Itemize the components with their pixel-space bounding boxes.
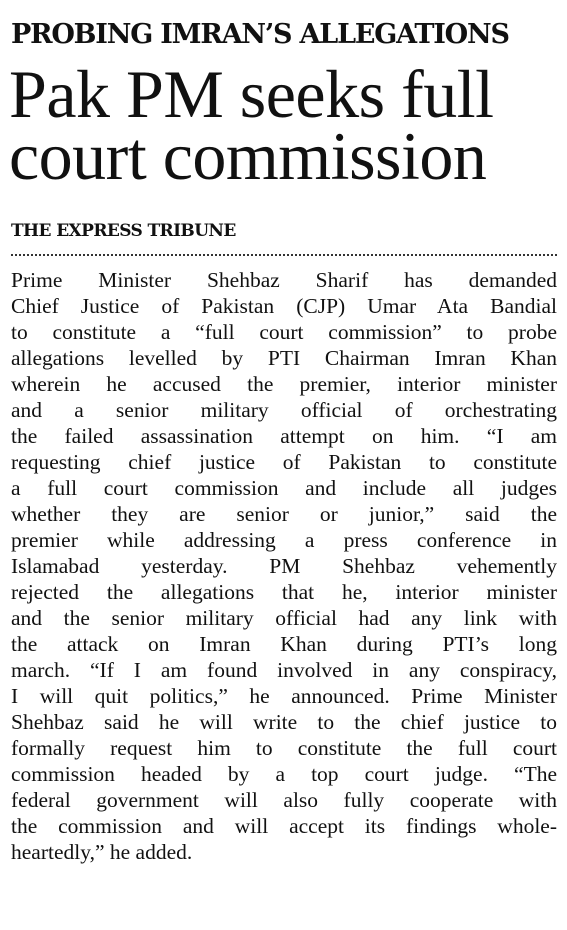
body-line: the commission and will accept its findings whole-: [11, 814, 557, 838]
source-byline: THE EXPRESS TRIBUNE: [11, 221, 236, 241]
body-line: the attack on Imran Khan during PTI’s long: [11, 632, 557, 656]
body-line: requesting chief justice of Pakistan to constitute: [11, 450, 557, 474]
body-line: to constitute a “full court commission” to probe: [11, 320, 557, 344]
body-line: whether they are senior or junior,” said the: [11, 502, 557, 526]
headline: [9, 56, 564, 194]
kicker: PROBING IMRAN’S ALLEGATIONS: [11, 19, 509, 50]
body-line: commission headed by a top court judge. “The: [11, 762, 557, 786]
body-line: Prime Minister Shehbaz Sharif has demanded: [11, 268, 557, 292]
body-line: heartedly,” he added.: [11, 840, 193, 864]
body-line: federal government will also fully cooperate with: [11, 788, 557, 812]
body-line: Shehbaz said he will write to the chief justice to: [11, 710, 557, 734]
body-line: and a senior military official of orchestrating: [11, 398, 557, 422]
body-line: the failed assassination attempt on him. “I am: [11, 424, 557, 448]
body-line: premier while addressing a press conference in: [11, 528, 557, 552]
body-line: formally request him to constitute the full court: [11, 736, 557, 760]
article-body: [11, 267, 557, 865]
body-line: march. “If I am found involved in any conspiracy,: [11, 658, 557, 682]
body-line: allegations levelled by PTI Chairman Imran Khan: [11, 346, 557, 370]
headline-line: Pak PM seeks full: [9, 56, 494, 132]
body-line: Chief Justice of Pakistan (CJP) Umar Ata Bandial: [11, 294, 557, 318]
body-line: and the senior military official had any link with: [11, 606, 557, 630]
body-line: rejected the allegations that he, interior minister: [11, 580, 557, 604]
body-line: wherein he accused the premier, interior minister: [11, 372, 557, 396]
body-line: I will quit politics,” he announced. Prime Minister: [11, 684, 557, 708]
body-line: a full court commission and include all judges: [11, 476, 557, 500]
headline-line: court commission: [9, 118, 487, 194]
dotted-divider: [11, 254, 557, 256]
body-line: Islamabad yesterday. PM Shehbaz vehemently: [11, 554, 557, 578]
